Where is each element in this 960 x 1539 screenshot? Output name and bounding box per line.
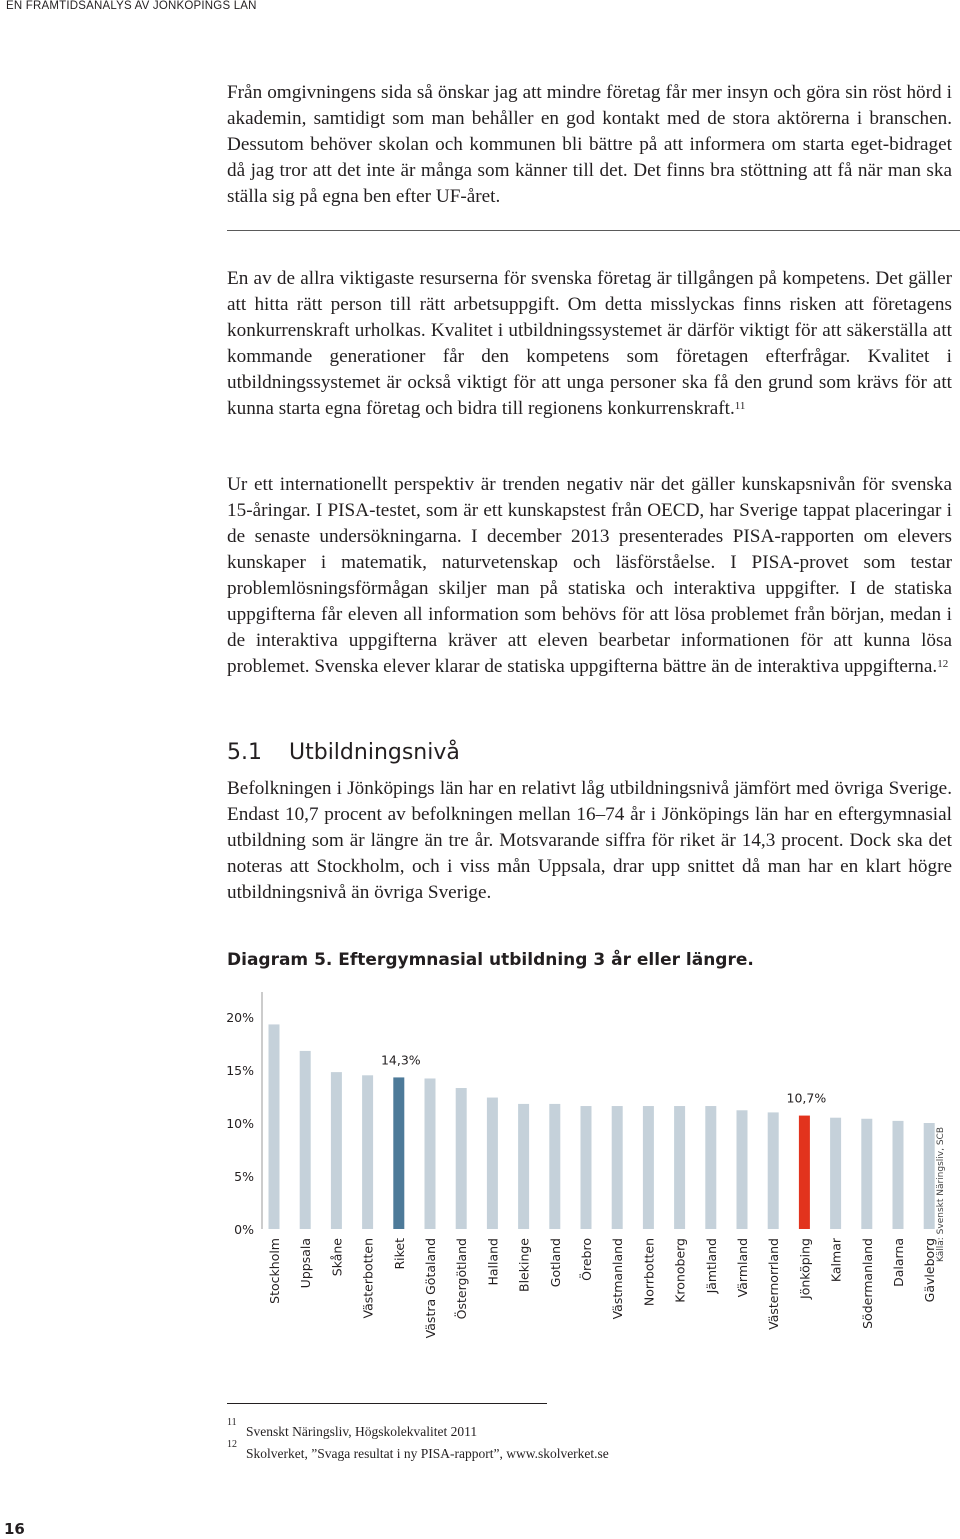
section-title: Utbildningsnivå <box>289 740 460 765</box>
y-tick-label: 15% <box>226 1063 254 1078</box>
x-tick-label: Kalmar <box>828 1238 844 1283</box>
bar-västra-götaland <box>425 1078 436 1229</box>
quote-divider <box>227 230 960 231</box>
page-number: 16 <box>4 1520 25 1538</box>
bar-stockholm <box>269 1024 280 1229</box>
footnote-divider <box>227 1403 547 1404</box>
y-tick-label: 5% <box>234 1169 254 1184</box>
bar-värmland <box>737 1110 748 1229</box>
paragraph-pisa-text: Ur ett internationellt perspektiv är trenden negativ när det gäller kunskapsnivån för svenska 15-åringar. I PISA-testet, som är ett kunskapstest från OECD, har Sverige tappat placeringar i de senaste undersökningarna. I december 2013 presenterades PISA-rapporten om elevers kunskaper i matematik, naturvetenskap och läsförståelse. I PISA-provet som testar problemlösningsförmågan skiljer man på statiska och interaktiva uppgifter. I de statiska uppgifterna får eleven all information som behövs för att lösa problemet från början, medan i de interaktiva uppgifterna kräver att eleven bearbetar informationen för att kunna lösa problemet. Svenska elever klarar de statiska uppgifterna bättre än de interaktiva uppgifterna. <box>227 474 952 677</box>
bar-gävleborg <box>924 1123 935 1229</box>
bar-jönköping <box>799 1116 810 1229</box>
data-label: 14,3% <box>380 1052 421 1068</box>
bar-jämtland <box>705 1106 716 1229</box>
footnote-text: Skolverket, ”Svaga resultat i ny PISA-rapport”, www.skolverket.se <box>246 1446 609 1461</box>
x-tick-label: Västernorrland <box>766 1238 782 1330</box>
bar-södermanland <box>861 1119 872 1229</box>
section-number: 5.1 <box>227 740 262 765</box>
x-tick-label: Södermanland <box>859 1238 875 1329</box>
x-tick-label: Örebro <box>579 1238 594 1281</box>
bar-östergötland <box>456 1088 467 1229</box>
x-tick-label: Gotland <box>547 1238 563 1288</box>
bar-västmanland <box>612 1106 623 1229</box>
x-tick-label: Uppsala <box>298 1238 314 1289</box>
chart-source: Källa: Svenskt Näringsliv, SCB <box>936 1126 946 1262</box>
footnote-text: Svenskt Näringsliv, Högskolekvalitet 2011 <box>246 1424 478 1439</box>
paragraph-competence <box>227 266 952 422</box>
footnote-ref-11[interactable]: 11 <box>734 400 746 412</box>
bar-norrbotten <box>643 1106 654 1229</box>
x-tick-label: Stockholm <box>267 1238 282 1304</box>
data-label: 10,7% <box>786 1090 827 1106</box>
y-tick-label: 0% <box>234 1222 254 1237</box>
y-tick-label: 10% <box>226 1116 254 1131</box>
x-tick-label: Västmanland <box>610 1238 626 1320</box>
x-tick-label: Västerbotten <box>360 1238 376 1319</box>
y-tick-label: 20% <box>226 1010 254 1025</box>
bar-uppsala <box>300 1051 311 1229</box>
bar-örebro <box>581 1106 592 1229</box>
paragraph-education-level: Befolkningen i Jönköpings län har en relativt låg utbildningsnivå jämfört med övriga Sverige. Endast 10,7 procent av befolkningen mellan 16–74 år i Jönköpings län har en eftergymnasial utbildning som är längre än tre år. Motsvarande siffra för riket är 14,3 procent. Dock ska det noteras att Stockholm, och i viss mån Uppsala, drar upp snittet då man har en klart högre utbildningsnivå än övriga Sverige. <box>227 778 952 903</box>
bar-gotland <box>549 1104 560 1229</box>
bar-dalarna <box>893 1121 904 1229</box>
paragraph-competence-text: En av de allra viktigaste resurserna för svenska företag är tillgången på kompetens. Det gäller att hitta rätt person till rätt arbetsuppgift. Om detta misslyckas finns risken att företagens konkurrenskraft urholkas. Kvalitet i utbildningssystemet är därför viktigt för att säkerställa att kommande generationer får den kompetens som företagen efterfrågar. Kvalitet i utbildningssystemet är också viktigt för att unga personer ska få den grund som krävs för att kunna starta egna företag och bidra till regionens konkurrenskraft. <box>227 268 952 419</box>
footnote-ref-12[interactable]: 12 <box>937 658 949 670</box>
bar-halland <box>487 1098 498 1229</box>
x-tick-label: Skåne <box>329 1238 345 1277</box>
bar-kalmar <box>830 1118 841 1229</box>
x-tick-label: Halland <box>485 1238 501 1286</box>
quote-text: Från omgivningens sida så önskar jag att mindre företag får mer insyn och göra sin röst hörd i akademin, samtidigt som man behåller en god kontakt med de stora aktörerna i branschen. Dessutom behöver skolan och kommunen bli bättre på att informera om starta eget-bidraget då jag tror att det inte är många som känner till det. Det finns bra stöttning att få när man ska ställa sig på egna ben efter UF-året. <box>227 82 952 207</box>
x-tick-label: Jämtland <box>703 1238 719 1294</box>
bar-riket <box>393 1077 404 1229</box>
bar-blekinge <box>518 1104 529 1229</box>
x-tick-label: Västra Götaland <box>423 1238 438 1339</box>
x-tick-label: Värmland <box>735 1238 750 1298</box>
diagram-title: Diagram 5. Eftergymnasial utbildning 3 år eller längre. <box>227 950 754 970</box>
bar-skåne <box>331 1072 342 1229</box>
quote-block <box>227 80 952 210</box>
bar-kronoberg <box>674 1106 685 1229</box>
x-tick-label: Östergötland <box>454 1238 470 1320</box>
paragraph-pisa <box>227 472 952 680</box>
x-tick-label: Riket <box>391 1238 407 1270</box>
x-tick-label: Jönköping <box>797 1238 813 1299</box>
x-tick-label: Dalarna <box>891 1238 906 1287</box>
x-tick-label: Norrbotten <box>641 1238 657 1307</box>
x-tick-label: Kronoberg <box>672 1238 688 1303</box>
bar-chart <box>0 980 960 1380</box>
x-tick-label: Gävleborg <box>922 1238 938 1303</box>
footnote-number: 12 <box>227 1439 237 1450</box>
footnote-number: 11 <box>227 1417 237 1428</box>
bar-västerbotten <box>362 1075 373 1229</box>
x-tick-label: Blekinge <box>516 1238 532 1292</box>
bar-västernorrland <box>768 1112 779 1229</box>
running-header: EN FRAMTIDSANALYS AV JÖNKÖPINGS LÄN <box>6 0 257 12</box>
